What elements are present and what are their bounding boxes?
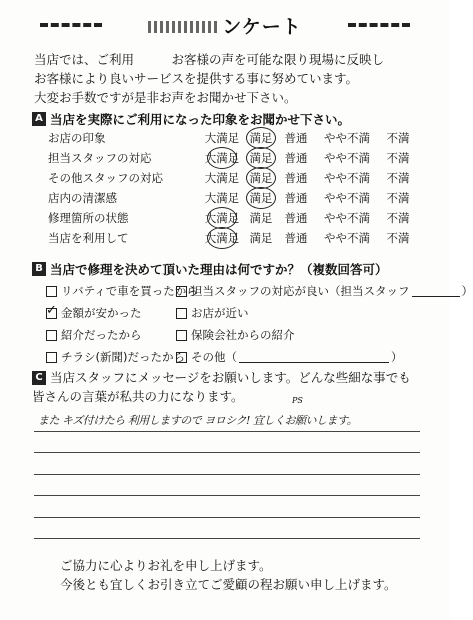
intro-line: 大変お手数ですが是非お声をお聞かせ下さい。 — [34, 90, 297, 105]
checkbox[interactable] — [46, 330, 57, 341]
rating-label: お店の印象 — [48, 131, 106, 145]
rating-row — [48, 208, 440, 228]
reason-option[interactable] — [46, 302, 176, 321]
section-c-heading — [32, 368, 432, 406]
reason-option[interactable] — [176, 283, 473, 299]
rating-option[interactable]: 普通 — [284, 231, 308, 245]
reason-option[interactable] — [176, 327, 295, 343]
selection-circle — [246, 147, 276, 169]
ps-note: PS — [292, 396, 303, 405]
reason-checklist — [46, 280, 473, 368]
section-b-letter: B — [32, 262, 46, 276]
checkbox[interactable] — [176, 286, 187, 297]
rating-option[interactable]: 不満 — [386, 191, 410, 205]
section-a-title: 当店を実際にご利用になった印象をお聞かせ下さい。 — [50, 112, 351, 127]
rating-option[interactable]: 普通 — [284, 171, 308, 185]
rating-label: その他スタッフの対応 — [48, 171, 163, 185]
reason-label: リバティで車を買ったから — [61, 284, 198, 298]
rating-option[interactable]: 不満 — [386, 131, 410, 145]
rating-row — [48, 128, 440, 148]
checkbox[interactable] — [176, 352, 187, 363]
rating-option[interactable]: 大満足 — [204, 131, 240, 145]
rating-label: 店内の清潔感 — [48, 191, 117, 205]
rating-option[interactable]: 満足 — [249, 231, 273, 245]
reason-label: 担当スタッフの対応が良い（担当スタッフ — [191, 284, 410, 298]
rating-option[interactable]: 不満 — [386, 151, 410, 165]
rating-option[interactable]: 普通 — [284, 191, 308, 205]
reason-row — [46, 302, 436, 324]
rating-option[interactable]: 満足 — [249, 211, 273, 225]
rating-option[interactable]: 満足 — [246, 170, 276, 186]
section-b-title: 当店で修理を決めて頂いた理由は何ですか？（複数回答可） — [50, 262, 388, 277]
rating-option[interactable]: 大満足 — [204, 191, 240, 205]
reason-row — [46, 346, 436, 368]
title-text: ンケート — [222, 15, 302, 38]
rating-option[interactable]: 満足 — [246, 150, 276, 166]
section-c-title-line2: 皆さんの言葉が私共の力になります。 — [32, 389, 244, 404]
rating-option[interactable]: 大満足 — [198, 150, 246, 166]
title-right-dash — [348, 23, 410, 27]
rating-option[interactable]: 不満 — [386, 211, 410, 225]
reason-suffix: ） — [461, 284, 473, 298]
reason-label: 保険会社からの紹介 — [191, 328, 295, 342]
selection-circle — [246, 127, 276, 149]
rating-row — [48, 148, 440, 168]
rating-option[interactable]: 大満足 — [204, 171, 240, 185]
checkbox[interactable] — [46, 352, 57, 363]
selection-circle — [207, 207, 237, 229]
intro-line: お客様により良いサービスを提供する事に努めています。 — [34, 71, 359, 86]
title-row — [40, 12, 410, 38]
check-icon: ✓ — [46, 302, 57, 318]
message-line — [34, 496, 420, 518]
message-line — [34, 432, 420, 454]
closing-text — [60, 556, 430, 594]
rating-option[interactable]: 満足 — [246, 190, 276, 206]
handwritten-message: また キズ付けたら 利用しますので ヨロシク! 宜しくお願いします。 — [38, 413, 358, 427]
closing-line: 今後とも宜しくお引き立てご愛顧の程お願い申し上げます。 — [60, 577, 397, 592]
section-c-letter: C — [32, 371, 46, 385]
rating-option[interactable]: やや不満 — [324, 171, 370, 185]
rating-option[interactable]: 不満 — [386, 171, 410, 185]
intro-line: 当店では、ご利用 お客様の声を可能な限り現場に反映し — [34, 52, 385, 67]
reason-label: 紹介だったから — [61, 328, 142, 342]
closing-line: ご協力に心よりお礼を申し上げます。 — [60, 558, 272, 573]
reason-label: その他（ — [191, 350, 237, 364]
rating-option[interactable]: やや不満 — [324, 131, 370, 145]
rating-option[interactable]: 不満 — [386, 231, 410, 245]
intro-text — [34, 50, 434, 107]
section-b-heading — [32, 260, 388, 278]
rating-row — [48, 228, 440, 248]
reason-label: お店が近い — [191, 306, 249, 320]
rating-option[interactable]: やや不満 — [324, 191, 370, 205]
reason-suffix: ） — [391, 350, 403, 364]
message-line — [34, 475, 420, 497]
reason-option[interactable] — [176, 305, 249, 321]
reason-label: 金額が安かった — [61, 306, 142, 320]
checkbox[interactable] — [46, 286, 57, 297]
title-smudge — [148, 21, 218, 33]
selection-circle — [207, 147, 237, 169]
selection-circle — [246, 167, 276, 189]
reason-option[interactable] — [46, 327, 176, 343]
reason-row — [46, 280, 473, 302]
title-left-dash — [40, 23, 102, 27]
rating-option[interactable]: 大満足 — [198, 210, 246, 226]
rating-table — [48, 128, 440, 248]
rating-option[interactable]: 大満足 — [198, 230, 246, 246]
checkbox[interactable] — [176, 330, 187, 341]
rating-option[interactable]: やや不満 — [324, 211, 370, 225]
rating-label: 当店を利用して — [48, 231, 129, 245]
message-line — [34, 453, 420, 475]
reason-row — [46, 324, 436, 346]
selection-circle — [246, 187, 276, 209]
rating-row — [48, 168, 440, 188]
rating-option[interactable]: 満足 — [246, 130, 276, 146]
rating-option[interactable]: 普通 — [284, 151, 308, 165]
reason-option[interactable] — [176, 349, 403, 365]
rating-option[interactable]: 普通 — [284, 211, 308, 225]
checkbox[interactable] — [46, 302, 57, 319]
selection-circle — [207, 227, 237, 249]
rating-option[interactable]: やや不満 — [324, 151, 370, 165]
reason-option[interactable] — [46, 349, 185, 365]
message-line — [34, 518, 420, 540]
section-c-title: 当店スタッフにメッセージをお願いします。どんな些細な事でも — [50, 370, 411, 385]
rating-option[interactable]: やや不満 — [324, 231, 370, 245]
rating-row — [48, 188, 440, 208]
fill-in-blank[interactable] — [239, 351, 389, 363]
section-a-letter: A — [32, 112, 46, 126]
section-a-heading — [32, 110, 350, 128]
rating-label: 修理箇所の状態 — [48, 211, 129, 225]
reason-option[interactable] — [46, 283, 198, 299]
page-title — [102, 12, 348, 39]
reason-label: チラシ(新聞)だったから — [61, 350, 185, 364]
checkbox[interactable] — [176, 308, 187, 319]
rating-label: 担当スタッフの対応 — [48, 151, 152, 165]
fill-in-blank[interactable] — [412, 285, 460, 297]
rating-option[interactable]: 普通 — [284, 131, 308, 145]
